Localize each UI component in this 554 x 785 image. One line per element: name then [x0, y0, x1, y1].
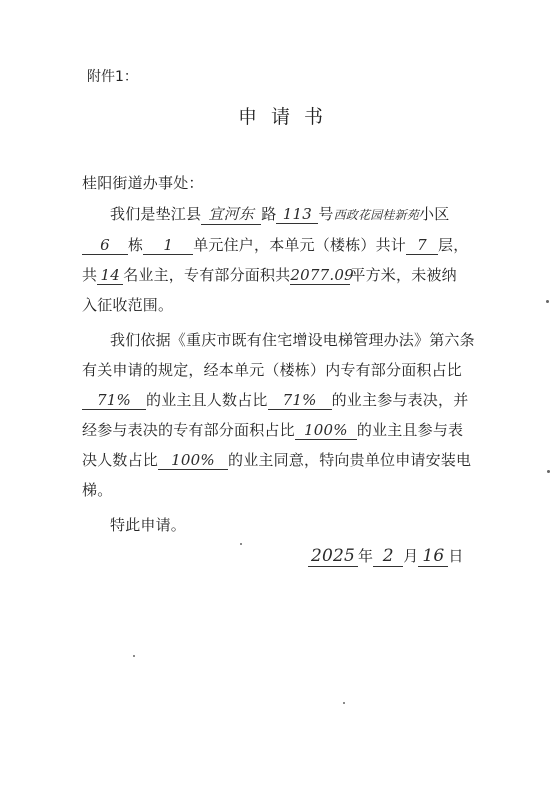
para2-line5-b: 的业主同意，特向贵单位申请安装电	[228, 451, 472, 469]
complex-handwritten: 西政花园桂新苑	[333, 208, 420, 222]
street-handwritten: 宜河东	[201, 203, 261, 225]
year-handwritten: 2025	[308, 546, 358, 567]
para1-line1-post: 号	[318, 205, 334, 223]
para1-line1-end: 小区	[419, 205, 450, 223]
document-title: 申请书	[238, 106, 338, 128]
date-line	[308, 545, 464, 567]
scan-speck	[240, 543, 242, 545]
building-handwritten: 6	[82, 236, 128, 255]
month-label: 月	[403, 547, 419, 565]
month-handwritten: 2	[373, 546, 403, 567]
number-handwritten: 113	[276, 205, 318, 224]
para1-line3	[82, 264, 457, 285]
para2-line1: 我们依据《重庆市既有住宅增设电梯管理办法》第六条	[110, 331, 475, 349]
para2-line5-a: 决人数占比	[82, 451, 159, 469]
para1-line3-c: 平方米，未被纳	[350, 266, 457, 284]
para2-line3	[82, 389, 468, 410]
para1-line3-a: 共	[82, 266, 98, 284]
para1-line2	[82, 234, 468, 255]
para1-line3-b: 名业主，专有部分面积共	[123, 266, 291, 284]
floors-handwritten: 7	[406, 236, 438, 255]
addressee: 桂阳街道办事处：	[82, 174, 204, 192]
pct-people-handwritten: 71%	[268, 391, 332, 410]
pct-vote-people-handwritten: 100%	[158, 451, 228, 470]
para1-line4: 入征收范围。	[82, 296, 174, 314]
para1-line2-c: 层，	[438, 236, 469, 254]
scan-speck	[133, 655, 135, 657]
day-label: 日	[448, 547, 464, 565]
scan-speck	[343, 702, 345, 704]
para2-line3-a: 的业主且人数占比	[146, 391, 268, 409]
para2-line4	[82, 419, 463, 440]
para1-line2-b: 单元住户，本单元（楼栋）共计	[193, 236, 407, 254]
year-label: 年	[358, 547, 374, 565]
owners-handwritten: 14	[97, 266, 123, 285]
attachment-label: 附件1：	[87, 69, 138, 85]
para2-line3-b: 的业主参与表决，并	[331, 391, 469, 409]
para1-line1	[110, 203, 449, 225]
para1-line1-mid: 路	[261, 205, 277, 223]
pct-area-handwritten: 71%	[82, 391, 146, 410]
area-handwritten: 2077.09	[290, 266, 354, 284]
pct-vote-area-handwritten: 100%	[295, 421, 357, 440]
day-handwritten: 16	[418, 546, 448, 567]
para1-line1-prefix: 我们是垫江县	[110, 205, 202, 223]
para2-line2: 有关申请的规定，经本单元（楼栋）内专有部分面积占比	[82, 361, 463, 379]
scan-speck	[546, 300, 549, 303]
para1-line2-a: 栋	[128, 236, 144, 254]
unit-handwritten: 1	[143, 236, 193, 255]
para2-line6: 梯。	[82, 481, 113, 499]
para2-line4-b: 的业主且参与表	[356, 421, 464, 439]
para2-line4-a: 经参与表决的专有部分面积占比	[82, 421, 295, 439]
scan-speck	[547, 470, 550, 473]
para2-line5	[82, 449, 471, 470]
closing-text: 特此申请。	[110, 516, 187, 534]
